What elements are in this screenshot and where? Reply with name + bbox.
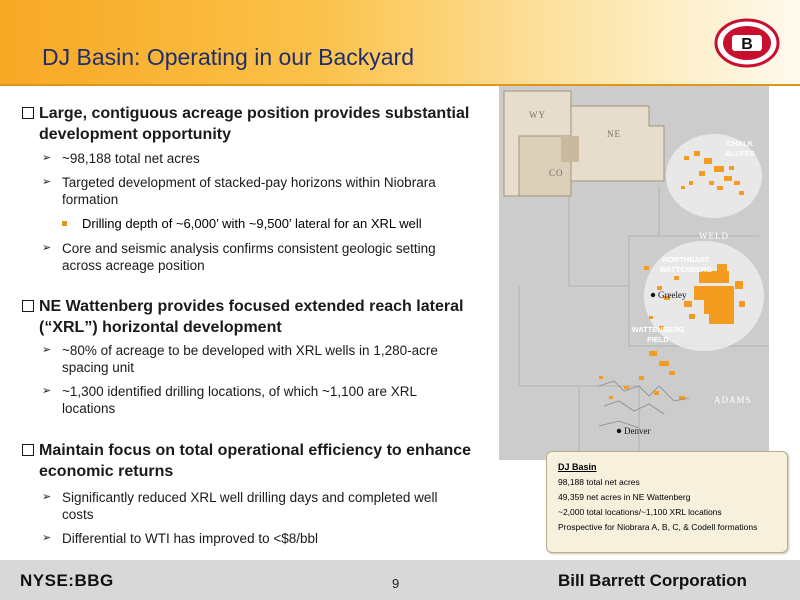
dj-basin-map [499, 86, 769, 460]
summary-line: 49,359 net acres in NE Wattenberg [558, 492, 691, 502]
sub-bullet: ➢ Targeted development of stacked-pay horizons within Niobrara formation [42, 175, 436, 207]
summary-heading: DJ Basin [558, 462, 597, 472]
map-label-co: CO [549, 168, 564, 178]
sub-bullet: ➢ ~80% of acreage to be developed with XRL wells in 1,280-acre spacing unit [42, 343, 438, 375]
bullet-acreage: Large, contiguous acreage position provides substantial development opportunity [22, 103, 477, 145]
arrow-bullet-icon: ➢ [42, 344, 52, 356]
stock-ticker: NYSE:BBG [20, 571, 114, 590]
slide-title: DJ Basin: Operating in our Backyard [42, 44, 415, 70]
map-label-weld: WELD [699, 231, 729, 241]
map-label-field: FIELD [647, 335, 669, 344]
checkbox-bullet-icon [22, 444, 34, 456]
map-label-denver: Denver [624, 426, 651, 436]
logo-letter: B [741, 36, 753, 53]
arrow-bullet-icon: ➢ [42, 152, 52, 164]
arrow-bullet-icon: ➢ [42, 491, 52, 503]
map-label-greeley: Greeley [658, 290, 687, 300]
summary-line: 98,188 total net acres [558, 477, 640, 487]
company-name: Bill Barrett Corporation [558, 571, 747, 590]
page-number: 9 [392, 576, 400, 591]
bullet-efficiency: Maintain focus on total operational efficiency to enhance economic returns [22, 440, 477, 482]
summary-line: ~2,000 total locations/~1,100 XRL locations [558, 507, 722, 517]
arrow-bullet-icon: ➢ [42, 176, 52, 188]
dj-basin-summary-box [546, 451, 788, 553]
map-label-wy: WY [529, 110, 546, 120]
sub-bullet: ➢ Significantly reduced XRL well drilling days and completed well costs [42, 490, 438, 522]
company-logo [714, 18, 780, 68]
arrow-bullet-icon: ➢ [42, 385, 52, 397]
map-label-wattenberg: WATTENBERG [631, 325, 685, 334]
denver-marker-icon [617, 429, 621, 433]
sub-sub-bullet: Drilling depth of ~6,000’ with ~9,500’ lateral for an XRL well [62, 215, 472, 232]
arrow-bullet-icon: ➢ [42, 532, 52, 544]
map-label-ne: NE [607, 129, 621, 139]
checkbox-bullet-icon [22, 300, 34, 312]
checkbox-bullet-icon [22, 107, 34, 119]
map-label-bluffs: BLUFFS [725, 149, 755, 158]
bullet-ne-wattenberg: NE Wattenberg provides focused extended reach lateral (“XRL”) horizontal development [22, 296, 477, 338]
map-label-northeast: NORTHEAST [662, 255, 710, 264]
state-inset [504, 91, 664, 196]
arrow-bullet-icon: ➢ [42, 242, 52, 254]
map-label-ne-wattenberg: WATTENBERG [659, 265, 713, 274]
sub-bullet: ➢ ~98,188 total net acres [42, 151, 200, 166]
sub-bullet: ➢ ~1,300 identified drilling locations, of which ~1,100 are XRL locations [42, 384, 417, 416]
sub-bullet: ➢ Core and seismic analysis confirms consistent geologic setting across acreage position [42, 241, 436, 273]
map-label-chalk: CHALK [726, 139, 754, 148]
map-label-adams: ADAMS [714, 395, 752, 405]
summary-line: Prospective for Niobrara A, B, C, & Codell formations [558, 522, 758, 532]
square-bullet-icon [62, 221, 67, 226]
greeley-marker-icon [651, 293, 655, 297]
sub-bullet: ➢ Differential to WTI has improved to <$8/bbl [42, 531, 318, 546]
